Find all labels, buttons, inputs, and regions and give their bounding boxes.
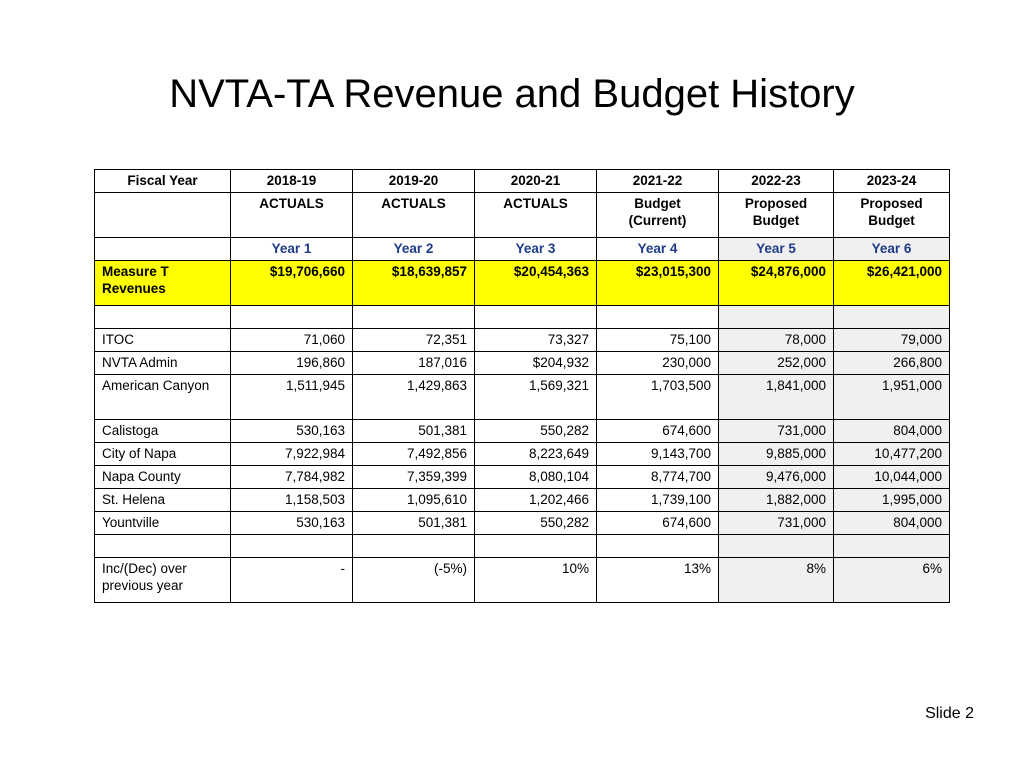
row-value: 501,381 <box>353 512 475 535</box>
row-value: 230,000 <box>597 352 719 375</box>
year-number-row <box>95 238 950 261</box>
row-value: $204,932 <box>475 352 597 375</box>
row-value: 1,095,610 <box>353 489 475 512</box>
year-number: Year 4 <box>597 238 719 261</box>
row-value: 71,060 <box>231 329 353 352</box>
row-value: 1,951,000 <box>834 375 950 420</box>
table-row <box>95 329 950 352</box>
row-value: 674,600 <box>597 420 719 443</box>
row-value: 9,885,000 <box>719 443 834 466</box>
row-value: 10,044,000 <box>834 466 950 489</box>
row-value: 1,569,321 <box>475 375 597 420</box>
row-value: 1,882,000 <box>719 489 834 512</box>
row-value: 804,000 <box>834 420 950 443</box>
row-value: 1,429,863 <box>353 375 475 420</box>
table-row <box>95 512 950 535</box>
revenue-value: $20,454,363 <box>475 261 597 306</box>
revenue-value: $18,639,857 <box>353 261 475 306</box>
table-row <box>95 489 950 512</box>
revenue-value: $24,876,000 <box>719 261 834 306</box>
year-header: 2023-24 <box>834 170 950 193</box>
row-label: City of Napa <box>95 443 231 466</box>
row-value: 7,359,399 <box>353 466 475 489</box>
slide-number: Slide 2 <box>925 705 974 722</box>
row-value: 7,784,982 <box>231 466 353 489</box>
row-value: 1,511,945 <box>231 375 353 420</box>
row-value: 252,000 <box>719 352 834 375</box>
change-value: 8% <box>719 558 834 603</box>
row-value: 674,600 <box>597 512 719 535</box>
empty-cell <box>95 193 231 238</box>
row-label: St. Helena <box>95 489 231 512</box>
year-header: 2022-23 <box>719 170 834 193</box>
row-value: 731,000 <box>719 420 834 443</box>
row-label: Yountville <box>95 512 231 535</box>
change-value: 6% <box>834 558 950 603</box>
table-row <box>95 352 950 375</box>
year-number: Year 1 <box>231 238 353 261</box>
fiscal-year-label: Fiscal Year <box>95 170 231 193</box>
row-label: Calistoga <box>95 420 231 443</box>
type-header: Proposed Budget <box>719 193 834 238</box>
row-value: 9,143,700 <box>597 443 719 466</box>
type-header: Proposed Budget <box>834 193 950 238</box>
row-label: American Canyon <box>95 375 231 420</box>
row-value: 79,000 <box>834 329 950 352</box>
type-header: ACTUALS <box>475 193 597 238</box>
row-label: ITOC <box>95 329 231 352</box>
header-fiscal-year-row <box>95 170 950 193</box>
row-value: 1,841,000 <box>719 375 834 420</box>
revenue-value: $26,421,000 <box>834 261 950 306</box>
row-value: 1,995,000 <box>834 489 950 512</box>
slide-title: NVTA-TA Revenue and Budget History <box>169 72 855 116</box>
type-header: ACTUALS <box>353 193 475 238</box>
change-row <box>95 558 950 603</box>
row-value: 731,000 <box>719 512 834 535</box>
row-value: 550,282 <box>475 512 597 535</box>
change-value: 13% <box>597 558 719 603</box>
table-row <box>95 375 950 420</box>
revenue-label: Measure T Revenues <box>95 261 231 306</box>
table-row <box>95 466 950 489</box>
budget-history-table <box>94 169 950 603</box>
row-value: 75,100 <box>597 329 719 352</box>
row-value: 501,381 <box>353 420 475 443</box>
type-header: Budget (Current) <box>597 193 719 238</box>
change-label: Inc/(Dec) over previous year <box>95 558 231 603</box>
row-value: 10,477,200 <box>834 443 950 466</box>
header-type-row <box>95 193 950 238</box>
empty-cell <box>95 238 231 261</box>
row-value: 72,351 <box>353 329 475 352</box>
row-value: 73,327 <box>475 329 597 352</box>
row-label: Napa County <box>95 466 231 489</box>
change-value: (-5%) <box>353 558 475 603</box>
row-value: 804,000 <box>834 512 950 535</box>
spacer-row <box>95 535 950 558</box>
change-value: 10% <box>475 558 597 603</box>
row-value: 78,000 <box>719 329 834 352</box>
year-header: 2021-22 <box>597 170 719 193</box>
row-value: 196,860 <box>231 352 353 375</box>
spacer-row <box>95 306 950 329</box>
row-label: NVTA Admin <box>95 352 231 375</box>
row-value: 9,476,000 <box>719 466 834 489</box>
type-header: ACTUALS <box>231 193 353 238</box>
row-value: 266,800 <box>834 352 950 375</box>
table-row <box>95 443 950 466</box>
row-value: 187,016 <box>353 352 475 375</box>
revenue-value: $19,706,660 <box>231 261 353 306</box>
row-value: 1,158,503 <box>231 489 353 512</box>
row-value: 1,202,466 <box>475 489 597 512</box>
row-value: 550,282 <box>475 420 597 443</box>
year-header: 2019-20 <box>353 170 475 193</box>
table-row <box>95 420 950 443</box>
year-header: 2020-21 <box>475 170 597 193</box>
row-value: 7,492,856 <box>353 443 475 466</box>
year-number: Year 2 <box>353 238 475 261</box>
year-number: Year 6 <box>834 238 950 261</box>
row-value: 1,703,500 <box>597 375 719 420</box>
row-value: 530,163 <box>231 512 353 535</box>
year-header: 2018-19 <box>231 170 353 193</box>
row-value: 1,739,100 <box>597 489 719 512</box>
year-number: Year 5 <box>719 238 834 261</box>
row-value: 8,223,649 <box>475 443 597 466</box>
row-value: 8,080,104 <box>475 466 597 489</box>
row-value: 7,922,984 <box>231 443 353 466</box>
measure-t-revenue-row <box>95 261 950 306</box>
row-value: 8,774,700 <box>597 466 719 489</box>
row-value: 530,163 <box>231 420 353 443</box>
revenue-value: $23,015,300 <box>597 261 719 306</box>
year-number: Year 3 <box>475 238 597 261</box>
change-value: - <box>231 558 353 603</box>
